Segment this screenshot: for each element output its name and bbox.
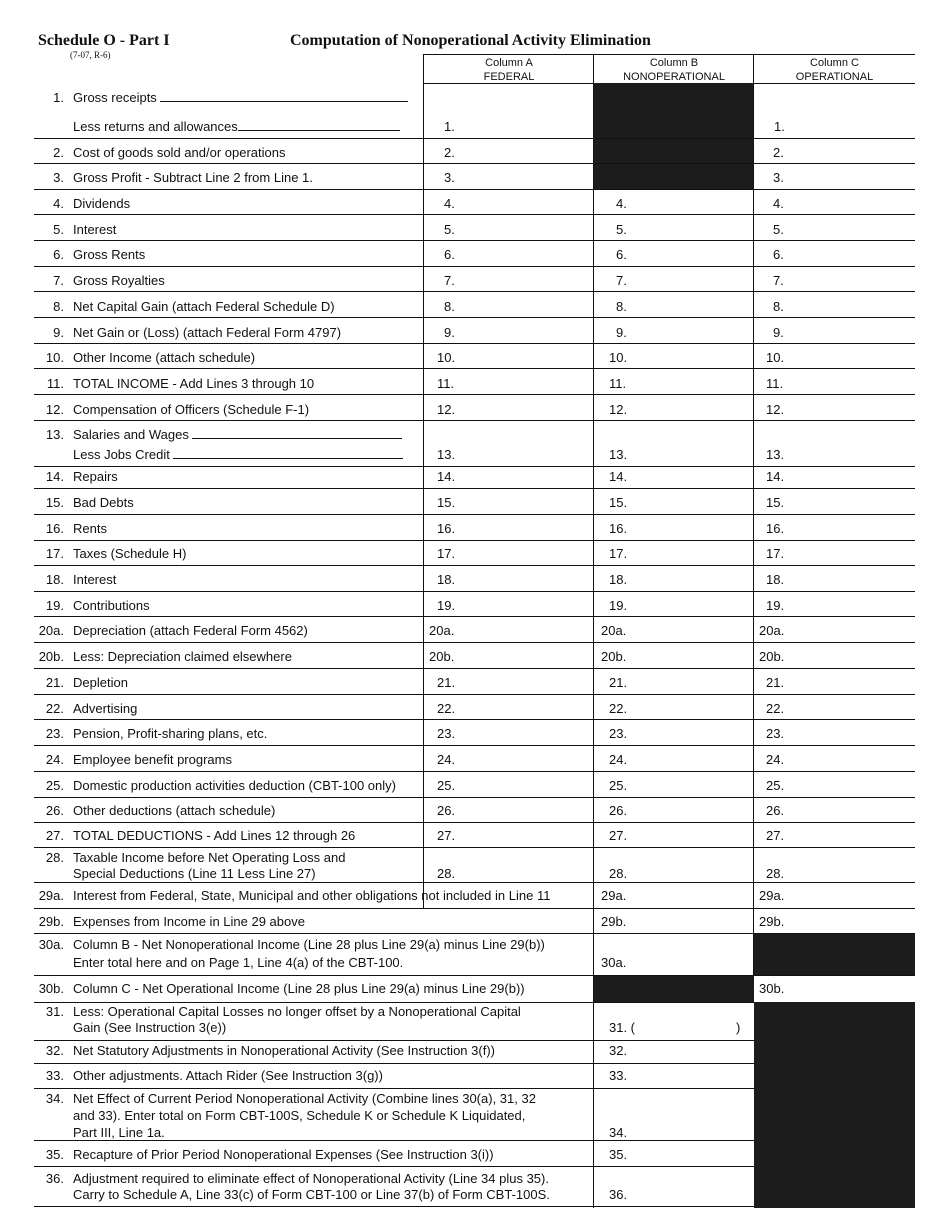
line-7-number: 7.	[53, 273, 64, 288]
line-20a-label: Depreciation (attach Federal Form 4562)	[73, 623, 308, 638]
line-31-label2: Gain (See Instruction 3(e))	[73, 1020, 227, 1035]
line-6-number: 6.	[53, 247, 64, 262]
line-29a-label: Interest from Federal, State, Municipal and other obligations not included in Line 11	[73, 888, 551, 903]
line-30a-number: 30a.	[38, 937, 64, 952]
line-26-number: 26.	[45, 803, 64, 818]
line-15-col-b[interactable]: 15.	[609, 495, 628, 510]
line-19-number: 19.	[45, 598, 64, 613]
column-b-header: Column B NONOPERATIONAL	[623, 57, 725, 83]
line-3-number: 3.	[53, 170, 64, 185]
column-a-header: Column A FEDERAL	[483, 57, 535, 83]
line-28-col-b[interactable]: 28.	[609, 866, 628, 881]
line-8-col-a[interactable]: 8.	[444, 299, 455, 314]
line-12-label: Compensation of Officers (Schedule F-1)	[73, 402, 310, 417]
line-7-col-b[interactable]: 7.	[616, 273, 627, 288]
form-title: Computation of Nonoperational Activity Elimination	[290, 32, 651, 49]
line-11-label: TOTAL INCOME - Add Lines 3 through 10	[73, 376, 315, 391]
line-31-number: 31.	[45, 1004, 64, 1019]
line-19-col-a[interactable]: 19.	[437, 598, 456, 613]
line-21-number: 21.	[45, 675, 64, 690]
line-8-label: Net Capital Gain (attach Federal Schedule D)	[73, 299, 335, 314]
line-27-col-c[interactable]: 27.	[766, 828, 785, 843]
line-20a-number: 20a.	[38, 623, 64, 638]
line-29b-number: 29b.	[38, 914, 64, 929]
line-21-label: Depletion	[73, 675, 128, 690]
line-30b-number: 30b.	[38, 981, 64, 996]
line-29b-label: Expenses from Income in Line 29 above	[73, 914, 305, 929]
line-16-col-c[interactable]: 16.	[766, 521, 785, 536]
line-13-col-c[interactable]: 13.	[766, 447, 785, 462]
line-1-number: 1.	[53, 90, 64, 105]
line-8-number: 8.	[53, 299, 64, 314]
line-1-label: Gross receipts	[73, 90, 408, 105]
line-14-col-c[interactable]: 14.	[766, 469, 785, 484]
line-25-label: Domestic production activities deduction (CBT-100 only)	[73, 778, 396, 793]
line-20a-col-c[interactable]: 20a.	[759, 623, 785, 638]
line-33-col-b[interactable]: 33.	[609, 1068, 628, 1083]
line-28-number: 28.	[45, 850, 64, 865]
line-13-col-b[interactable]: 13.	[609, 447, 628, 462]
line-13-col-a[interactable]: 13.	[437, 447, 456, 462]
line-4-number: 4.	[53, 196, 64, 211]
line-17-number: 17.	[45, 546, 64, 561]
line-36-label: Adjustment required to eliminate effect of Nonoperational Activity (Line 34 plus 35).	[73, 1171, 549, 1186]
line-22-col-b[interactable]: 22.	[609, 701, 628, 716]
line-33-label: Other adjustments. Attach Rider (See Instruction 3(g))	[73, 1068, 383, 1083]
line-7-col-c[interactable]: 7.	[773, 273, 784, 288]
line-28-col-c[interactable]: 28.	[766, 866, 785, 881]
line-36-number: 36.	[45, 1171, 64, 1186]
line-18-label: Interest	[73, 572, 117, 587]
line-20b-col-a[interactable]: 20b.	[429, 649, 455, 664]
line-32-label: Net Statutory Adjustments in Nonoperational Activity (See Instruction 3(f))	[73, 1043, 495, 1058]
line-11-col-c[interactable]: 11.	[766, 376, 784, 391]
line-10-col-b[interactable]: 10.	[609, 350, 628, 365]
line-14-label: Repairs	[73, 469, 118, 484]
shaded-block-col-c-30a	[754, 934, 915, 975]
line-16-label: Rents	[73, 521, 107, 536]
line-9-col-c[interactable]: 9.	[773, 325, 784, 340]
line-22-number: 22.	[45, 701, 64, 716]
line-26-col-c[interactable]: 26.	[766, 803, 785, 818]
line-31-col-b-close: )	[736, 1020, 741, 1035]
line-19-col-b[interactable]: 19.	[609, 598, 628, 613]
line-1-label2: Less returns and allowances	[73, 119, 400, 134]
line-29a-number: 29a.	[38, 888, 64, 903]
line-7-col-a[interactable]: 7.	[444, 273, 455, 288]
line-1-col-a[interactable]: 1.	[444, 119, 455, 134]
line-27-col-b[interactable]: 27.	[609, 828, 628, 843]
line-3-label: Gross Profit - Subtract Line 2 from Line 1.	[73, 170, 313, 185]
line-11-col-b[interactable]: 11.	[609, 376, 627, 391]
line-8-col-c[interactable]: 8.	[773, 299, 784, 314]
line-24-label: Employee benefit programs	[73, 752, 232, 767]
line-9-col-b[interactable]: 9.	[616, 325, 627, 340]
line-13-number: 13.	[45, 427, 64, 442]
line-3-col-a[interactable]: 3.	[444, 170, 455, 185]
line-9-number: 9.	[53, 325, 64, 340]
line-3-col-c[interactable]: 3.	[773, 170, 784, 185]
line-15-col-c[interactable]: 15.	[766, 495, 785, 510]
line-18-col-c[interactable]: 18.	[766, 572, 785, 587]
line-13-label2: Less Jobs Credit	[73, 447, 403, 462]
line-30b-col-c[interactable]: 30b.	[759, 981, 785, 996]
line-23-col-b[interactable]: 23.	[609, 726, 628, 741]
line-23-col-a[interactable]: 23.	[437, 726, 456, 741]
line-8-col-b[interactable]: 8.	[616, 299, 627, 314]
line-17-col-a[interactable]: 17.	[437, 546, 456, 561]
line-35-col-b[interactable]: 35.	[609, 1147, 628, 1162]
line-9-col-a[interactable]: 9.	[444, 325, 455, 340]
line-29b-col-c[interactable]: 29b.	[759, 914, 785, 929]
line-16-col-a[interactable]: 16.	[437, 521, 456, 536]
line-4-col-c[interactable]: 4.	[773, 196, 784, 211]
line-25-col-b[interactable]: 25.	[609, 778, 628, 793]
line-6-label: Gross Rents	[73, 247, 146, 262]
line-5-number: 5.	[53, 222, 64, 237]
line-12-col-c[interactable]: 12.	[766, 402, 785, 417]
line-11-col-a[interactable]: 11.	[437, 376, 455, 391]
line-28-col-a[interactable]: 28.	[437, 866, 456, 881]
line-12-number: 12.	[45, 402, 64, 417]
line-31-col-b[interactable]: 31. (	[609, 1020, 636, 1035]
line-16-col-b[interactable]: 16.	[609, 521, 628, 536]
line-5-label: Interest	[73, 222, 117, 237]
line-34-label2: and 33). Enter total on Form CBT-100S, Schedule K or Schedule K Liquidated,	[73, 1108, 526, 1123]
line-28-label2: Special Deductions (Line 11 Less Line 27)	[73, 866, 316, 881]
line-36-label2: Carry to Schedule A, Line 33(c) of Form CBT-100 or Line 37(b) of Form CBT-100S.	[73, 1187, 550, 1202]
line-16-number: 16.	[45, 521, 64, 536]
line-2-col-a[interactable]: 2.	[444, 145, 455, 160]
line-15-number: 15.	[45, 495, 64, 510]
line-10-label: Other Income (attach schedule)	[73, 350, 256, 365]
line-34-label: Net Effect of Current Period Nonoperational Activity (Combine lines 30(a), 31, 32	[73, 1091, 536, 1106]
line-15-label: Bad Debts	[73, 495, 134, 510]
line-23-number: 23.	[45, 726, 64, 741]
line-25-number: 25.	[45, 778, 64, 793]
line-35-label: Recapture of Prior Period Nonoperational Expenses (See Instruction 3(i))	[73, 1147, 494, 1162]
shaded-block-col-b-30b	[594, 976, 754, 1002]
line-24-col-a[interactable]: 24.	[437, 752, 456, 767]
line-21-col-a[interactable]: 21.	[437, 675, 456, 690]
line-10-number: 10.	[45, 350, 64, 365]
line-12-col-a[interactable]: 12.	[437, 402, 456, 417]
line-27-label: TOTAL DEDUCTIONS - Add Lines 12 through 26	[73, 828, 356, 843]
line-31-label: Less: Operational Capital Losses no longer offset by a Nonoperational Capital	[73, 1004, 521, 1019]
line-26-col-a[interactable]: 26.	[437, 803, 456, 818]
line-11-number: 11.	[46, 376, 64, 391]
line-28-label: Taxable Income before Net Operating Loss and	[73, 850, 346, 865]
schedule-title: Schedule O - Part I	[38, 32, 170, 49]
line-9-label: Net Gain or (Loss) (attach Federal Form 4797)	[73, 325, 342, 340]
line-20b-col-b[interactable]: 20b.	[601, 649, 627, 664]
line-6-col-b[interactable]: 6.	[616, 247, 627, 262]
line-30b-label: Column C - Net Operational Income (Line 28 plus Line 29(a) minus Line 29(b))	[73, 981, 525, 996]
line-20a-col-a[interactable]: 20a.	[429, 623, 455, 638]
line-34-label3: Part III, Line 1a.	[73, 1125, 165, 1140]
line-34-number: 34.	[45, 1091, 64, 1106]
line-2-label: Cost of goods sold and/or operations	[73, 145, 286, 160]
line-20b-label: Less: Depreciation claimed elsewhere	[73, 649, 292, 664]
line-21-col-c[interactable]: 21.	[766, 675, 785, 690]
column-c-header: Column C OPERATIONAL	[795, 57, 874, 83]
line-25-col-a[interactable]: 25.	[437, 778, 456, 793]
line-24-number: 24.	[45, 752, 64, 767]
line-7-label: Gross Royalties	[73, 273, 165, 288]
shaded-block-col-c-bottom	[754, 1002, 915, 1208]
line-34-col-b[interactable]: 34.	[609, 1125, 628, 1140]
line-2-number: 2.	[53, 145, 64, 160]
line-5-col-c[interactable]: 5.	[773, 222, 784, 237]
line-14-col-b[interactable]: 14.	[609, 469, 628, 484]
line-23-col-c[interactable]: 23.	[766, 726, 785, 741]
line-26-col-b[interactable]: 26.	[609, 803, 628, 818]
line-18-number: 18.	[45, 572, 64, 587]
line-30a-col-b[interactable]: 30a.	[601, 955, 627, 970]
line-17-label: Taxes (Schedule H)	[73, 546, 187, 561]
line-20b-number: 20b.	[38, 649, 64, 664]
line-26-label: Other deductions (attach schedule)	[73, 803, 276, 818]
line-6-col-a[interactable]: 6.	[444, 247, 455, 262]
line-19-label: Contributions	[73, 598, 150, 613]
line-22-label: Advertising	[73, 701, 138, 716]
line-25-col-c[interactable]: 25.	[766, 778, 785, 793]
line-1-col-c[interactable]: 1.	[774, 119, 785, 134]
line-22-col-c[interactable]: 22.	[766, 701, 785, 716]
line-33-number: 33.	[45, 1068, 64, 1083]
line-29a-col-b[interactable]: 29a.	[601, 888, 627, 903]
revision-code: (7-07, R-6)	[70, 50, 111, 60]
line-17-col-c[interactable]: 17.	[766, 546, 785, 561]
line-4-label: Dividends	[73, 196, 131, 211]
line-22-col-a[interactable]: 22.	[437, 701, 456, 716]
line-29b-col-b[interactable]: 29b.	[601, 914, 627, 929]
line-30a-label: Column B - Net Nonoperational Income (Line 28 plus Line 29(a) minus Line 29(b))	[73, 937, 545, 952]
line-5-col-b[interactable]: 5.	[616, 222, 627, 237]
line-10-col-c[interactable]: 10.	[766, 350, 785, 365]
line-4-col-a[interactable]: 4.	[444, 196, 455, 211]
line-32-number: 32.	[45, 1043, 64, 1058]
line-24-col-b[interactable]: 24.	[609, 752, 628, 767]
line-35-number: 35.	[45, 1147, 64, 1162]
line-12-col-b[interactable]: 12.	[609, 402, 628, 417]
line-30a-label2: Enter total here and on Page 1, Line 4(a) of the CBT-100.	[73, 955, 404, 970]
shaded-block-col-b-top	[594, 83, 754, 190]
line-17-col-b[interactable]: 17.	[609, 546, 628, 561]
line-18-col-b[interactable]: 18.	[609, 572, 628, 587]
line-36-col-b[interactable]: 36.	[609, 1187, 628, 1202]
line-32-col-b[interactable]: 32.	[609, 1043, 628, 1058]
line-18-col-a[interactable]: 18.	[437, 572, 456, 587]
line-20a-col-b[interactable]: 20a.	[601, 623, 627, 638]
line-20b-col-c[interactable]: 20b.	[759, 649, 785, 664]
line-15-col-a[interactable]: 15.	[437, 495, 456, 510]
line-2-col-c[interactable]: 2.	[773, 145, 784, 160]
line-23-label: Pension, Profit-sharing plans, etc.	[73, 726, 268, 741]
line-24-col-c[interactable]: 24.	[766, 752, 785, 767]
line-4-col-b[interactable]: 4.	[616, 196, 627, 211]
line-6-col-c[interactable]: 6.	[773, 247, 784, 262]
line-29a-col-c[interactable]: 29a.	[759, 888, 785, 903]
line-5-col-a[interactable]: 5.	[444, 222, 455, 237]
line-27-number: 27.	[45, 828, 64, 843]
line-19-col-c[interactable]: 19.	[766, 598, 785, 613]
line-21-col-b[interactable]: 21.	[609, 675, 628, 690]
line-14-col-a[interactable]: 14.	[437, 469, 456, 484]
line-14-number: 14.	[45, 469, 64, 484]
line-13-label: Salaries and Wages	[73, 427, 402, 442]
line-27-col-a[interactable]: 27.	[437, 828, 456, 843]
line-10-col-a[interactable]: 10.	[437, 350, 456, 365]
